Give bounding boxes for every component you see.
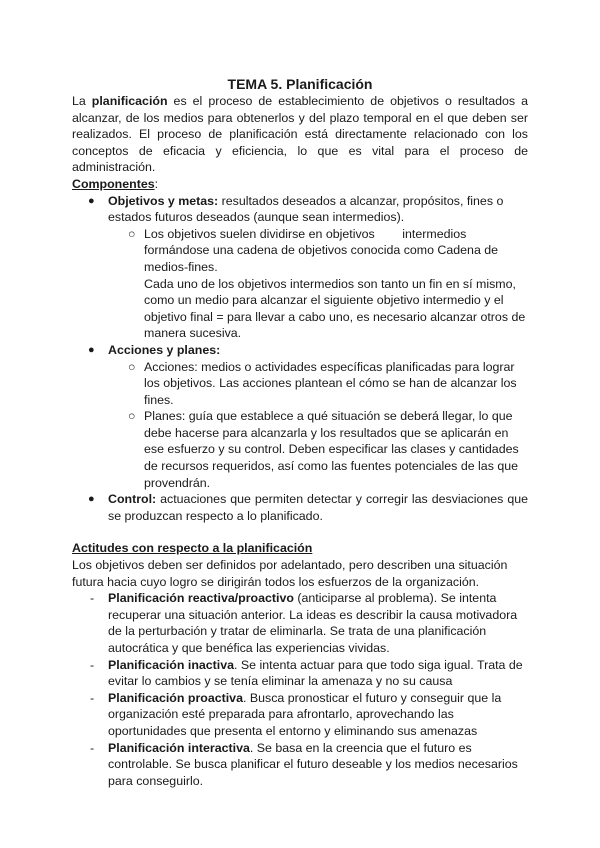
bullet-icon: ● xyxy=(88,194,95,207)
sub-list-item: ○ Planes: guía que establece a qué situación se deberá llegar, lo que debe hacerse para alcanzarla y los resultados que se aplicarán en ese esfuerzo y su control. Deben especificar las clases y cantidades de recursos requeridos, así como las fuentes potenciales de las que provendrán. xyxy=(128,409,519,490)
actitudes-list xyxy=(72,590,528,789)
bullet-icon: ● xyxy=(88,343,95,356)
actitudes-intro: Los objetivos deben ser definidos por adelantado, pero describen una situación futura hacia cuyo logro se dirigirán todos los esfuerzos de la organización. xyxy=(72,558,508,589)
dash-bullet-icon: - xyxy=(90,591,95,606)
bullet-icon: ● xyxy=(88,493,95,506)
circle-bullet-icon: ○ xyxy=(128,226,136,241)
componentes-heading: Componentes: xyxy=(72,176,159,191)
sub-list-item: ○ Los objetivos suelen dividirse en objetivos intermedios formándose una cadena de objetivos conocida como Cadena de medios-fines. xyxy=(128,226,502,274)
page-title: TEMA 5. Planificación xyxy=(227,76,373,92)
sub-list-continuation: Cada uno de los objetivos intermedios son tanto un fin en sí mismo, como un medio para alcanzar el siguiente objetivo intermedio y el objetivo final = para llevar a cabo uno, es necesario alcanzar otros de manera sucesiva. xyxy=(144,276,526,341)
list-item: - Planificación proactiva. Busca pronosticar el futuro y conseguir que la organización esté preparada para afrontarlo, aprovechando las oportunidades que presenta el entorno y eliminando sus amenazas xyxy=(90,690,502,738)
document-page xyxy=(72,75,528,789)
intro-paragraph: La planificación es el proceso de establecimiento de objetivos o resultados a alcanzar, de los medios para obtenerlos y del plazo temporal en el que deben ser realizados. El proceso de planificación está directamente relacionado con los conceptos de eficacia y eficiencia, lo que es vital para el proceso de administración. xyxy=(72,94,528,175)
actitudes-heading: Actitudes con respecto a la planificación xyxy=(72,541,313,556)
intro-term: planificación xyxy=(91,94,168,108)
sub-list-item: ○ Acciones: medios o actividades específicas planificadas para lograr los objetivos. Las acciones plantean el cómo se han de alcanzar los fines. xyxy=(128,359,517,407)
list-item: - Planificación inactiva. Se intenta actuar para que todo siga igual. Trata de evitar lo cambios y se tenía eliminar la amenaza y no su causa xyxy=(90,657,523,689)
circle-bullet-icon: ○ xyxy=(128,409,136,424)
list-item: - Planificación interactiva. Se basa en la creencia que el futuro es controlable. Se busca planificar el futuro deseable y los medios necesarios para conseguirlo. xyxy=(90,740,518,788)
componentes-list xyxy=(72,193,528,525)
circle-bullet-icon: ○ xyxy=(128,359,136,374)
dash-bullet-icon: - xyxy=(90,690,95,705)
dash-bullet-icon: - xyxy=(90,657,95,672)
list-item: ● Objetivos y metas: resultados deseados a alcanzar, propósitos, fines o estados futuros deseados (aunque sean intermedios). ○ Los objetivos suelen dividirse en objetivos intermedios formándose una cadena de objetivos conocida como Cadena de medios-fines. Cada uno de los objetivos intermedios son tanto un fin en sí mismo, como un medio para alcanzar el siguiente objetivo intermedio y el objetivo final = para llevar a cabo uno, es necesario alcanzar otros de manera sucesiva. xyxy=(72,193,528,342)
list-item: ● Control: actuaciones que permiten detectar y corregir las desviaciones que se produzcan respecto a lo planificado. xyxy=(88,492,528,523)
list-item: - Planificación reactiva/proactivo (anticiparse al problema). Se intenta recuperar una situación anterior. La ideas es describir la causa motivadora de la perturbación y tratar de eliminarla. Se trata de una planificación autocrática y que benéfica las experiencias vividas. xyxy=(90,591,518,655)
list-item: ● Acciones y planes: ○ Acciones: medios o actividades específicas planificadas para lograr los objetivos. Las acciones plantean el cómo se han de alcanzar los fines. ○ Planes: guía que establece a qué situación se deberá llegar, lo que debe hacerse para alcanzarla y los resultados que se aplicarán en ese esfuerzo y su control. Deben especificar las clases y cantidades de recursos requeridos, así como las fuentes potenciales de las que provendrán. xyxy=(72,342,528,491)
dash-bullet-icon: - xyxy=(90,740,95,755)
